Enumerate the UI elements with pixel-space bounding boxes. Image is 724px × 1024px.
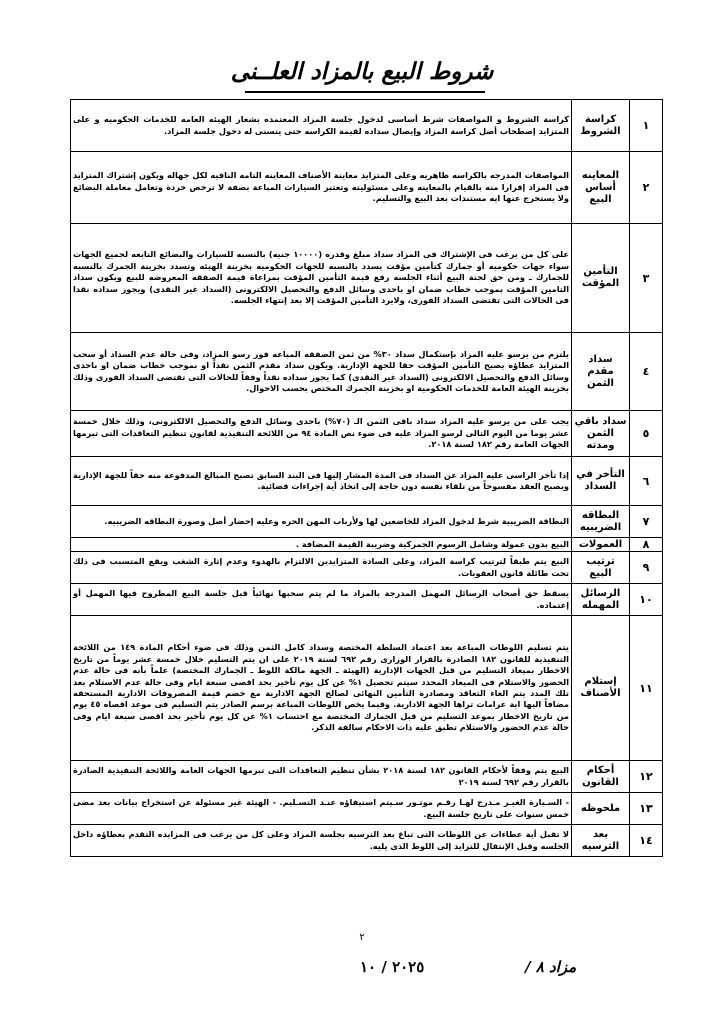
row-heading: العمولات [572, 538, 630, 552]
table-row [71, 457, 663, 506]
table-row [71, 224, 663, 333]
table-row [71, 584, 663, 616]
row-text: على كل من يرغب فى الإشتراك فى المزاد سداد مبلغ وقدره (١٠٠٠٠ جنيه) بالنسبه للسيارات والبضائع التابعه لجميع الجهات سواء جهات حكوميه أو جمارك كتأمين مؤقت يسدد بالنسبه للجهات الحكوميه بخزينة الهيئه وتسدد بخزينة الجمرك بالنسبه للجمارك ـ ومن حق لجنة البيع أثناء الجلسه رفع قيمة التأمين المؤقت بمراعاة قيمة الصفقه المعروضه للبيع ويكون سداد التامين المؤقت بموجب خطاب ضمان او باحدى وسائل الدفع والتحصيل الالكترونى (السداد غير النقدى) ويجوز سداده نقدا فى الحالات التى تقتضى السداد الفورى، ولايرد التأمين المؤقت إلا بعد إنتهاء الجلسه. [71, 224, 572, 333]
row-heading: سداد مقدم الثمن [572, 333, 630, 411]
row-text: يلتزم من يرسو عليه المزاد بإستكمال سداد ٣٠% من ثمن الصفقه المباعه فور رسو المزاد، وفى حالة عدم السداد أو سحب المتزايد عطاؤه يصبح التأمين المؤقت حقا للجهة الإدارية. ويكون سداد مقدم الثمن نقداً او بموجب خطاب ضمان او باحدى وسائل الدفع والتحصيل الالكترونى (السداد غير النقدى) كما يجوز سداده نقداً وفقاً للحالات التى تقتضى السداد الفورى وذلك بخزينة الهيئة العامة للخدمات الحكومية او بخزينة الجمرك المختص بحسب الاحوال. [71, 333, 572, 411]
row-heading: بعد الترسيه [572, 825, 630, 857]
row-text: البيع بدون عمولة وشامل الرسوم الجمركية وضريبة القيمة المضافة . [71, 538, 572, 552]
terms-table [70, 99, 663, 857]
row-text: إذا تأخر الراسى عليه المزاد عن السداد فى المدة المشار إليها فى البند السابق تصبح المبالغ المدفوعة منه حقاً للجهة الإدارية ويصبح العقد مفسوخاً من تلقاء نفسه دون حاجة إلى اتخاذ أية إجراءات قضائية. [71, 457, 572, 506]
row-number: ٤ [630, 333, 663, 411]
row-text: لا تقبل أية عطاءات عن اللوطات التى تباع بعد الترسيه بجلسة المزاد وعلى كل من يرغب فى المزايده التقدم بعطاؤه داخل الجلسه وقبل الإنتقال للتزايد إلى اللوط الذى يليه. [71, 825, 572, 857]
row-number: ١٢ [630, 761, 663, 793]
table-row [71, 333, 663, 411]
row-number: ١ [630, 100, 663, 152]
row-number: ١٤ [630, 825, 663, 857]
row-number: ٧ [630, 506, 663, 538]
row-number: ٨ [630, 538, 663, 552]
table-row [71, 616, 663, 761]
terms-table-body [71, 100, 663, 857]
row-text: - السـيارة الغيـر مـدرج لهـا رقـم موتـور سـيتم استيفاؤه عنـد التسـليم. - الهيئة غير مسئولة عن استخراج بيانات بعد مضى خمس سنوات على تاريخ جلسة البيع. [71, 793, 572, 825]
table-row [71, 100, 663, 152]
row-heading: كراسة الشروط [572, 100, 630, 152]
footer-reference: مزاد ٨ / [525, 958, 577, 976]
row-heading: التأمين المؤقت [572, 224, 630, 333]
table-row [71, 825, 663, 857]
row-text: المواصفات المدرجه بالكراسه ظاهريه وعلى المتزايد معاينة الأصناف المعاينه التامه النافيه لكل جهاله ويكون إشتراك المتزايد فى المزاد إقرارا منه بالقيام بالمعاينه وعلى مسئوليته وتعتبر السيارات المباعة بصفة لا ترخص خردة وتعامل معاملة البضائع ولا يستخرج عنها ايه مستندات بعد البيع والتسليم. [71, 152, 572, 224]
row-number: ٢ [630, 152, 663, 224]
row-heading: ملحوظه [572, 793, 630, 825]
row-text: البيع يتم طبقاً لترتيب كراسة المزاد، وعلى السادة المتزايدين الالتزام بالهدوء وعدم إثارة الشغب ويقع المتسبب فى ذلك تحت طائلة قانون العقوبات. [71, 552, 572, 584]
row-text: البطاقة الضريبية شرط لدخول المزاد للخاضعين لها ولأرباب المهن الحره وعليه إحضار أصل وصورة البطاقه الضريبيه. [71, 506, 572, 538]
row-heading: المعاينه أساس البيع [572, 152, 630, 224]
row-number: ٦ [630, 457, 663, 506]
row-number: ٣ [630, 224, 663, 333]
row-heading: أحكام القانون [572, 761, 630, 793]
row-heading: سداد باقي الثمن ومدته [572, 411, 630, 457]
table-row [71, 538, 663, 552]
row-number: ٩ [630, 552, 663, 584]
row-text: كراسة الشروط و المواصفات شرط أساسى لدخول جلسة المزاد المعتمده بشعار الهيئه العامه للخدمات الحكوميه و على المتزايد إصطحاب أصل كراسة المزاد وإيصال سداده لقيمة الكراسه حتى يتسنى له دخول جلسة المزاد. [71, 100, 572, 152]
page-number: ٢ [359, 932, 365, 943]
row-text: يسقط حق أصحاب الرسائل المهمل المدرجة بالمزاد ما لم يتم سحبها نهائياً قبل جلسة البيع المطروح فيها المهمل أو إعتماده. [71, 584, 572, 616]
row-number: ١٣ [630, 793, 663, 825]
row-heading: ترتيب البيع [572, 552, 630, 584]
table-row [71, 552, 663, 584]
row-text: يجب على من يرسو عليه المزاد سداد باقى الثمن الـ (٧٠%) باحدى وسائل الدفع والتحصيل الالكترونى، وذلك خلال خمسة عشر يوما من اليوم التالى لرسو المزاد عليه فى ضوء نص المادة ٩٤ من اللائحة التنفيذية لقانون تنظيم التعاقدات التى تبرمها الجهات العامة رقم ١٨٢ لسنة ٢٠١٨. [71, 411, 572, 457]
page-title: شروط البيع بالمزاد العلــنى [230, 58, 494, 85]
table-row [71, 506, 663, 538]
row-number: ٥ [630, 411, 663, 457]
table-row [71, 793, 663, 825]
title-underline [245, 91, 485, 93]
row-heading: الرسائل المهمله [572, 584, 630, 616]
table-row [71, 761, 663, 793]
row-heading: إستلام الأصناف [572, 616, 630, 761]
row-number: ١١ [630, 616, 663, 761]
table-row [71, 152, 663, 224]
row-text: البيع يتم وفقاً لأحكام القانون ١٨٢ لسنة ٢٠١٨ بشأن تنظيم التعاقدات التى تبرمها الجهات العامة واللائحة التنفيذية الصادرة بالقرار رقم ٦٩٢ لسنة ٢٠١٩ [71, 761, 572, 793]
row-text: يتم تسليم اللوطات المباعة بعد اعتماد السلطة المختصة وسداد كامل الثمن وذلك فى ضوء أحكام المادة ١٤٩ من اللائحة التنفيذية للقانون ١٨٢ الصادرة بالقرار الوزارى رقم ٦٩٢ لسنة ٢٠١٩ على ان يتم التسليم خلال خمسة عشر يوماً من تاريخ الاخطار بميعاد التسليم من قبل الجهات الإدارية (الهيئة ـ الجهة مالكة اللوط ـ الجمارك المختصة) علماً بأنه فى حالة عدم الحضور والاستلام فى الميعاد المحدد سيتم تحصيل ١% عن كل يوم تأخير بحد اقصى سبعة ايام وفى حالة عدم الاستلام بعد تلك المدد يتم الغاء التعاقد ومصادرة التأمين النهائى لصالح الجهة الادارية مع خصم قيمة المصروفات الادارية المستحقه مضافاً اليها اية غرامات تراها الجهة الادارية. وفيما يخص اللوطات المباعة برسم الصادر يتم التسليم فى موعد اقصاه ٤٥ يوم من تاريخ الاخطار بموعد التسليم من قبل الجمارك المختصة مع احتساب ١% عن كل يوم تأخير بحد اقصى سبعة ايام وفى حالة عدم الحضور والاستلام تطبق عليه ذات الاحكام سالفة الذكر. [71, 616, 572, 761]
row-heading: البطاقه الضريبيه [572, 506, 630, 538]
footer-date: ٢٠٢٥ / ١٠ [360, 958, 425, 976]
row-heading: التأخر في السداد [572, 457, 630, 506]
row-number: ١٠ [630, 584, 663, 616]
table-row [71, 411, 663, 457]
